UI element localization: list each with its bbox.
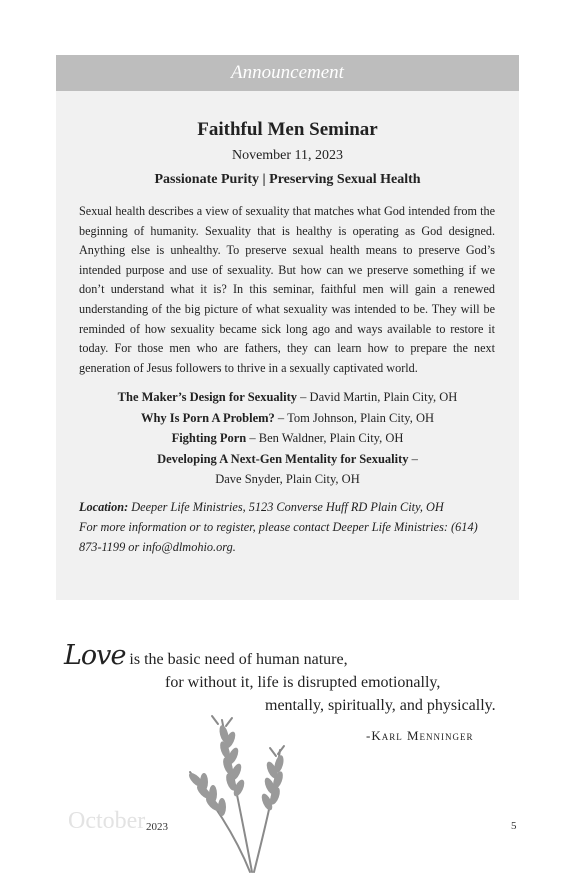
seminar-subtitle: Passionate Purity | Preserving Sexual Health (154, 172, 421, 187)
footer-year: 2023 (146, 821, 168, 833)
seminar-title: Faithful Men Seminar (197, 119, 378, 140)
quote-author: -Karl Menninger (366, 728, 474, 743)
session-title: Why Is Porn A Problem? (140, 410, 275, 425)
quote-first-word: Love (64, 640, 126, 671)
event-info (79, 498, 495, 557)
location-label: Location: (79, 500, 129, 515)
seminar-date: November 11, 2023 (231, 148, 344, 163)
quote-line-3: mentally, spiritually, and physically. (265, 697, 496, 714)
quote-line-1-text: is the basic need of human nature, (125, 651, 348, 668)
seminar-description: Sexual health describes a view of sexuality that matches what God intended from the beginning of humanity. Sexuality that is healthy is operating as God designed. Anything else is unhealthy. To preserve sexual health means to preserve God’s intended purpose and use of sexuality. But how can we preserve something if we don’t understand what it is? In this seminar, faithful men will gain a renewed understanding of the big picture of what sexuality was intended to be. They will be reminded of how sexuality became sick long ago and ways available to restore it today. For those men who are fathers, they can learn how to prepare the next generation of Jesus followers to thrive in a sexually captivated world. (79, 204, 495, 375)
announcement-header: Announcement (56, 55, 519, 91)
session-item (56, 408, 519, 428)
announcement-card (56, 55, 519, 600)
session-item (56, 387, 519, 407)
session-title: The Maker’s Design for Sexuality (117, 390, 298, 405)
location-text: Deeper Life Ministries, 5123 Converse Huff RD Plain City, OH (128, 500, 444, 515)
session-list (56, 387, 519, 489)
footer-month: October (68, 808, 146, 834)
session-speaker-line: Dave Snyder, Plain City, OH (215, 471, 360, 486)
contact-text: For more information or to register, please contact Deeper Life Ministries: (614) 873-1199 or info@dlmohio.org. (79, 520, 478, 554)
quote-line-1 (64, 640, 348, 671)
session-speaker: – (408, 451, 418, 466)
page-number: 5 (511, 820, 517, 832)
session-item (56, 428, 519, 448)
wheat-icon (182, 712, 307, 882)
session-speaker: – Ben Waldner, Plain City, OH (246, 431, 404, 446)
session-speaker: – David Martin, Plain City, OH (297, 390, 458, 405)
session-title: Developing A Next-Gen Mentality for Sexuality (157, 451, 409, 466)
session-item (56, 449, 519, 469)
quote-line-2: for without it, life is disrupted emotionally, (165, 674, 441, 691)
session-speaker: – Tom Johnson, Plain City, OH (274, 410, 435, 425)
session-title: Fighting Porn (171, 431, 247, 446)
